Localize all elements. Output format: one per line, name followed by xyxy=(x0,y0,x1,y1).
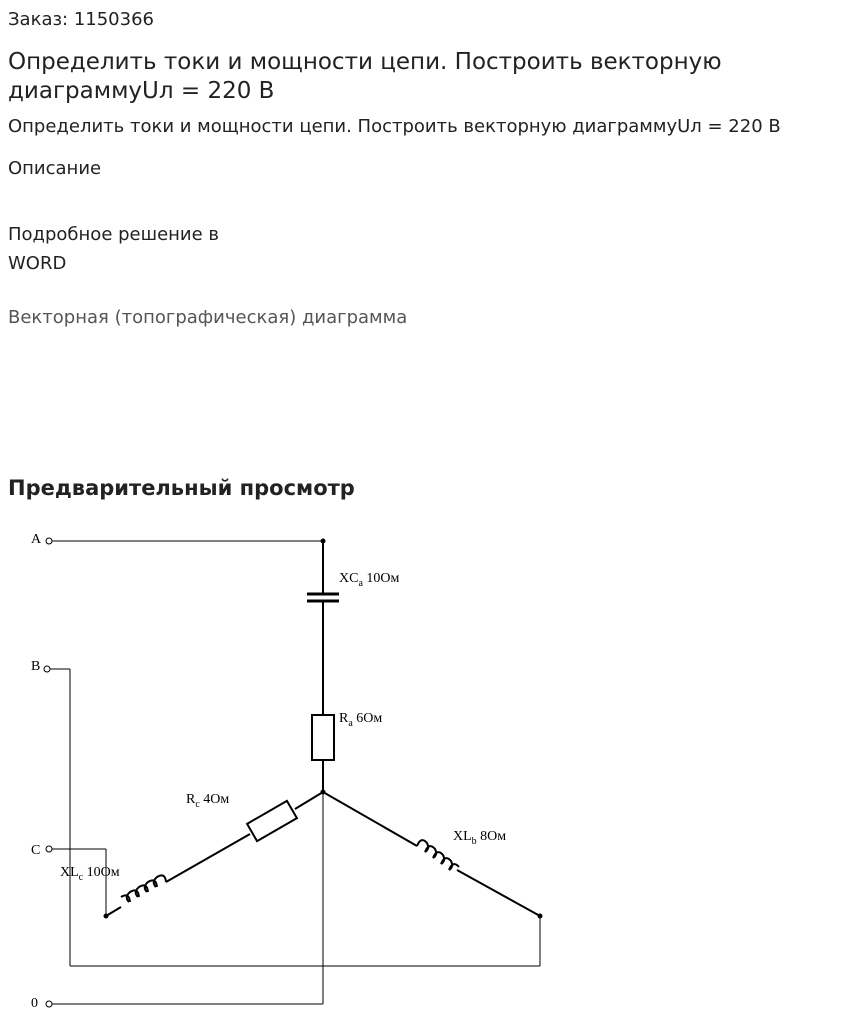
circuit-schematic xyxy=(0,520,847,1019)
order-number: Заказ: 1150366 xyxy=(8,9,154,30)
task-subtitle: Определить токи и мощности цепи. Построить векторную диаграммуUл = 220 В xyxy=(8,116,781,137)
page-title: Определить токи и мощности цепи. Построить векторную диаграммуUл = 220 В xyxy=(8,49,722,104)
description-heading: Описание xyxy=(8,158,102,179)
terminal-c-label: C xyxy=(31,843,41,858)
xlb-label: $XL_b$ 8Ом xyxy=(453,829,507,847)
preview-heading: Предварительный просмотр xyxy=(8,476,355,500)
terminal-a-label: A xyxy=(31,532,42,547)
xca-label: $XC_a$ 10Ом xyxy=(339,571,400,589)
xlc-label: $XL_c$ 10Ом xyxy=(60,865,120,883)
rc-label: $R_c$ 4Ом xyxy=(186,792,230,810)
terminal-zero-label: 0 xyxy=(31,996,38,1011)
vector-diagram-link[interactable]: Векторная (топографическая) диаграмма xyxy=(8,307,408,328)
terminal-b-label: B xyxy=(31,659,41,674)
ra-label: $R_a$ 6Ом xyxy=(339,711,383,729)
description-text: Подробное решение в WORD xyxy=(8,224,220,274)
